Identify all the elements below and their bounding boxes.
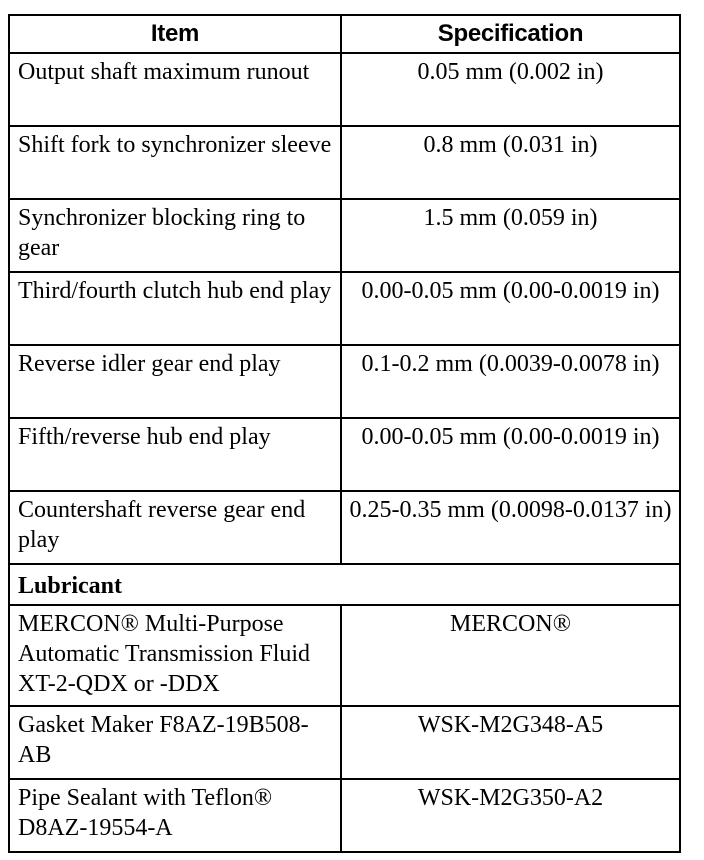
table-header-row [9, 15, 680, 53]
row-spec: WSK-M2G348-A5 [341, 706, 680, 779]
row-spec: 0.8 mm (0.031 in) [341, 126, 680, 199]
table-row [9, 779, 680, 852]
row-item: Fifth/reverse hub end play [9, 418, 341, 491]
table-row [9, 418, 680, 491]
table-row [9, 199, 680, 272]
row-spec: 0.05 mm (0.002 in) [341, 53, 680, 126]
row-item: MERCON® Multi-Purpose Automatic Transmission Fluid XT-2-QDX or -DDX [9, 605, 341, 706]
row-item: Pipe Sealant with Teflon® D8AZ-19554-A [9, 779, 341, 852]
lubricant-section-row [9, 564, 680, 605]
row-spec: WSK-M2G350-A2 [341, 779, 680, 852]
row-spec: 0.1-0.2 mm (0.0039-0.0078 in) [341, 345, 680, 418]
table-row [9, 605, 680, 706]
table-row [9, 706, 680, 779]
table-row [9, 272, 680, 345]
row-item: Gasket Maker F8AZ-19B508-AB [9, 706, 341, 779]
row-item: Countershaft reverse gear end play [9, 491, 341, 564]
row-spec: 0.00-0.05 mm (0.00-0.0019 in) [341, 418, 680, 491]
specification-table [8, 14, 681, 853]
row-spec: MERCON® [341, 605, 680, 706]
row-item: Output shaft maximum runout [9, 53, 341, 126]
table-row [9, 126, 680, 199]
row-spec: 0.00-0.05 mm (0.00-0.0019 in) [341, 272, 680, 345]
row-item: Reverse idler gear end play [9, 345, 341, 418]
header-specification: Specification [341, 15, 680, 53]
row-item: Synchronizer blocking ring to gear [9, 199, 341, 272]
row-spec: 0.25-0.35 mm (0.0098-0.0137 in) [341, 491, 680, 564]
table-row [9, 491, 680, 564]
header-item: Item [9, 15, 341, 53]
section-title: Lubricant [9, 564, 680, 605]
table-row [9, 53, 680, 126]
row-item: Shift fork to synchronizer sleeve [9, 126, 341, 199]
table-row [9, 345, 680, 418]
row-item: Third/fourth clutch hub end play [9, 272, 341, 345]
row-spec: 1.5 mm (0.059 in) [341, 199, 680, 272]
